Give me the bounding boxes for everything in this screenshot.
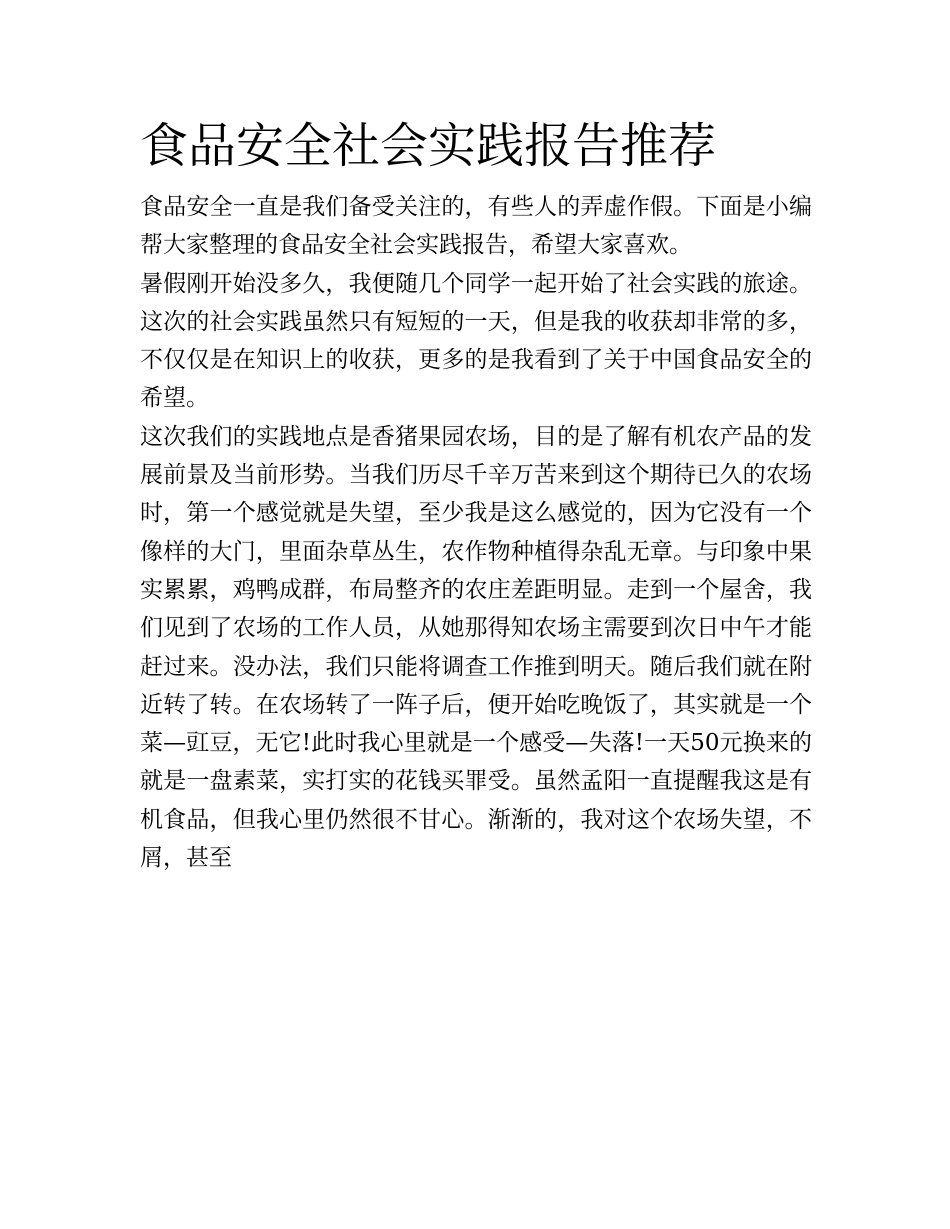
paragraph-farm-visit: 这次我们的实践地点是香猪果园农场，目的是了解有机农产品的发展前景及当前形势。当我们历尽千辛万苦来到这个期待已久的农场时，第一个感觉就是失望，至少我是这么感觉的，因为它没有一个像样的大门，里面杂草丛生，农作物种植得杂乱无章。与印象中果实累累，鸡鸭成群，布局整齐的农庄差距明显。走到一个屋舍，我们见到了农场的工作人员，从她那得知农场主需要到次日中午才能赶过来。没办法，我们只能将调查工作推到明天。随后我们就在附近转了转。在农场转了一阵子后，便开始吃晚饭了，其实就是一个菜—豇豆，无它!此时我心里就是一个感受—失落!一天50元换来的就是一盘素菜，实打实的花钱买罪受。虽然孟阳一直提醒我这是有机食品，但我心里仍然很不甘心。渐渐的，我对这个农场失望，不屑，甚至 bbox=[140, 423, 812, 872]
document-title: 食品安全社会实践报告推荐 bbox=[140, 118, 717, 174]
paragraph-intro: 食品安全一直是我们备受关注的，有些人的弄虚作假。下面是小编帮大家整理的食品安全社会实践报告，希望大家喜欢。 bbox=[140, 194, 812, 259]
paragraph-summer-practice: 暑假刚开始没多久，我便随几个同学一起开始了社会实践的旅途。这次的社会实践虽然只有短短的一天，但是我的收获却非常的多，不仅仅是在知识上的收获，更多的是我看到了关于中国食品安全的希望。 bbox=[140, 270, 812, 412]
document-body bbox=[140, 112, 812, 877]
